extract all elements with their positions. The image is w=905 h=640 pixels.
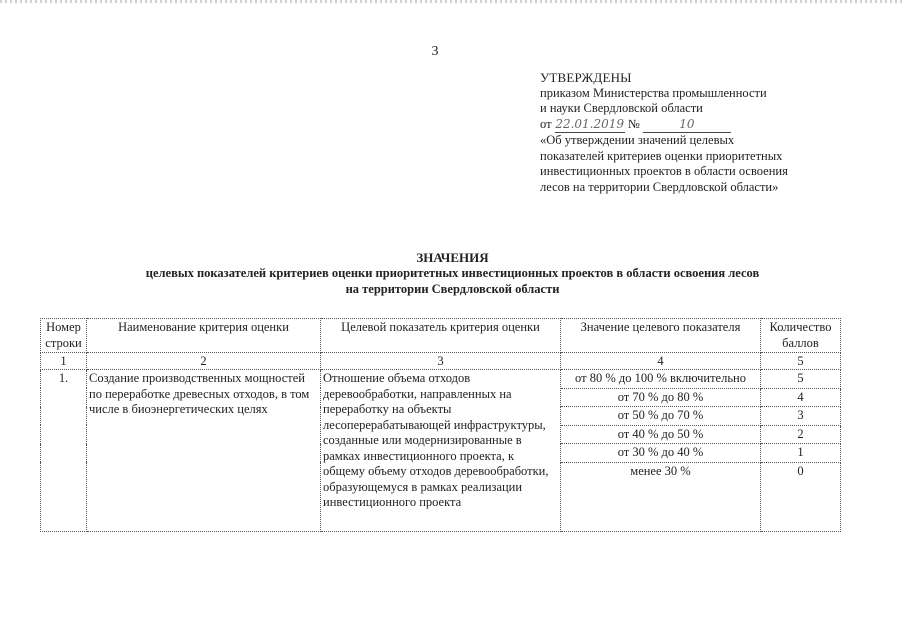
title-line-2: на территории Свердловской области: [345, 282, 560, 296]
approval-heading: УТВЕРЖДЕНЫ: [540, 70, 632, 85]
column-number: 4: [561, 353, 761, 370]
header-criterion-name: Наименование критерия оценки: [87, 319, 321, 353]
header-target-indicator: Целевой показатель критерия оценки: [321, 319, 561, 353]
grade-points: 3: [761, 407, 841, 426]
page-number: 3: [431, 44, 439, 59]
column-number: 3: [321, 353, 561, 370]
criterion-name: Создание производственных мощностей по переработке древесных отходов, в том числе в биоэнергетических целях: [87, 370, 321, 532]
header-row-number: Номер строки: [41, 319, 87, 353]
column-number: 1: [41, 353, 87, 370]
criteria-table: [40, 318, 841, 532]
approval-date-line: [540, 117, 860, 134]
target-indicator: Отношение объема отходов деревообработки, направленных на переработку на объекты лесоперерабатывающей инфраструктуры, созданные или модернизированные в рамках инвестиционного проекта, к общему объему отходов деревообработки, образующемуся в рамках реализации инвестиционного проекта: [321, 370, 561, 532]
approval-subject-3: инвестиционных проектов в области освоения: [540, 164, 788, 178]
column-number: 5: [761, 353, 841, 370]
handwritten-date: 22.01.2019: [555, 117, 625, 134]
document-title: [30, 250, 875, 297]
approval-block: [540, 70, 860, 195]
scan-edge: [0, 0, 905, 3]
approval-line-1: приказом Министерства промышленности: [540, 85, 767, 100]
row-number: 1.: [41, 370, 87, 532]
header-indicator-value: Значение целевого показателя: [561, 319, 761, 353]
approval-subject-2: показателей критериев оценки приоритетных: [540, 148, 783, 163]
number-label: №: [627, 116, 640, 131]
grade-value: от 40 % до 50 %: [561, 425, 761, 444]
handwritten-number: 10: [643, 117, 731, 134]
approval-subject-4: лесов на территории Свердловской области»: [540, 179, 779, 194]
approval-line-2: и науки Свердловской области: [540, 101, 703, 115]
approval-subject-1: «Об утверждении значений целевых: [540, 133, 735, 147]
header-row: [41, 319, 841, 353]
grade-value: от 30 % до 40 %: [561, 444, 761, 463]
column-number-row: [41, 353, 841, 370]
grade-value: от 80 % до 100 % включительно: [561, 370, 761, 389]
grade-points: 1: [761, 444, 841, 463]
date-prefix: от: [540, 116, 552, 131]
grade-value: от 70 % до 80 %: [561, 388, 761, 407]
grade-points: 0: [761, 462, 841, 531]
header-points: Количество баллов: [761, 319, 841, 353]
grade-value: менее 30 %: [561, 462, 761, 531]
title-line-1: целевых показателей критериев оценки приоритетных инвестиционных проектов в области освоения лесов: [145, 266, 760, 280]
title-main: ЗНАЧЕНИЯ: [416, 250, 489, 265]
grade-value: от 50 % до 70 %: [561, 407, 761, 426]
grade-points: 2: [761, 425, 841, 444]
grade-points: 5: [761, 370, 841, 389]
grade-points: 4: [761, 388, 841, 407]
column-number: 2: [87, 353, 321, 370]
table-row: [41, 370, 841, 389]
